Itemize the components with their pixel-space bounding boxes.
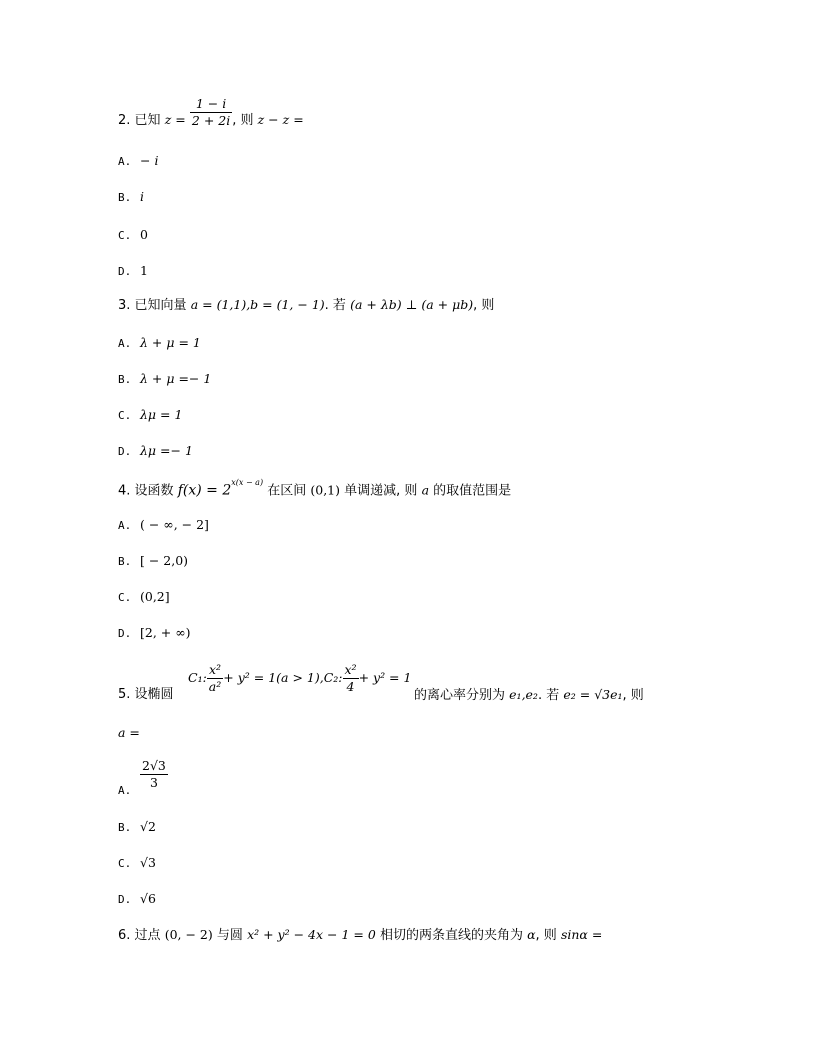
option-label: D. [118, 265, 132, 278]
question-text: 在区间 [267, 483, 307, 499]
fraction-denominator: 2 + 2i [191, 113, 231, 128]
math-expression: x² + y² − 4x − 1 = 0 [247, 927, 376, 942]
question-text: 相切的两条直线的夹角为 [379, 928, 523, 943]
question-number: 4. [118, 483, 131, 499]
option-text: √2 [140, 819, 156, 834]
option-label: D. [118, 893, 132, 906]
option-c [118, 588, 170, 607]
fraction [207, 662, 223, 695]
question-number: 2. [118, 113, 131, 128]
option-a-fraction [140, 758, 168, 791]
question-text: , 则 [622, 688, 644, 703]
option-b [118, 818, 156, 837]
option-b [118, 188, 144, 207]
option-text: 0 [140, 227, 148, 242]
question-text: , 则 [473, 298, 495, 313]
math-expression: (0, − 2) [164, 927, 213, 942]
question-text: 的离心率分别为 [414, 688, 506, 703]
option-a [118, 516, 209, 535]
math-expression: z = [164, 112, 186, 127]
question-text: . 若 [324, 298, 346, 313]
fraction-numerator: x² [207, 662, 223, 679]
math-expression: a [421, 482, 430, 498]
option-text: i [140, 189, 144, 204]
question-5-cont [414, 686, 644, 705]
question-text: , 则 [232, 113, 254, 128]
fraction [140, 758, 168, 791]
option-text: ( − ∞, − 2] [140, 517, 209, 532]
question-text: . 若 [537, 688, 560, 703]
option-label: B. [118, 555, 132, 568]
math-expression: e₂ = √3e₁ [563, 687, 623, 702]
option-c [118, 226, 148, 245]
question-text: 单调递减, 则 [344, 483, 418, 499]
option-text: λ + μ = 1 [140, 335, 201, 350]
option-c [118, 854, 156, 873]
option-text: λ + μ =− 1 [140, 371, 212, 386]
option-b [118, 370, 211, 389]
question-text: 设椭圆 [134, 687, 174, 702]
question-text: 与圆 [216, 928, 243, 943]
option-a [118, 782, 140, 800]
fraction-numerator: 1 − i [190, 96, 232, 113]
option-text: − i [140, 153, 159, 168]
fraction-denominator: a² [208, 679, 222, 694]
ellipse-expression [188, 662, 411, 695]
question-5-line2 [118, 724, 140, 743]
math-expression: α [527, 927, 536, 942]
option-a [118, 334, 201, 353]
question-6 [118, 926, 602, 945]
question-number: 6. [118, 928, 131, 943]
fraction [190, 96, 232, 129]
question-3 [118, 296, 494, 315]
option-d [118, 890, 156, 909]
math-expression: + y² = 1 [358, 670, 412, 685]
question-text: 已知 [134, 113, 161, 128]
option-label: A. [118, 337, 132, 350]
option-text: √3 [140, 855, 156, 870]
option-label: B. [118, 373, 132, 386]
fraction-denominator: 3 [149, 775, 158, 790]
fraction-numerator: x² [344, 662, 357, 677]
math-expression: sinα = [560, 927, 603, 942]
option-label: A. [118, 784, 132, 797]
option-label: A. [118, 155, 132, 168]
option-text: λμ = 1 [140, 407, 183, 422]
option-text: √6 [140, 891, 156, 906]
option-label: D. [118, 627, 132, 640]
option-label: A. [118, 519, 132, 532]
option-d [118, 442, 193, 461]
fraction [343, 662, 359, 695]
math-expression: C₁: [188, 670, 207, 685]
exponent: x(x − a) [231, 478, 264, 487]
option-b [118, 552, 188, 571]
question-number: 3. [118, 298, 131, 313]
fraction-numerator: 2√3 [142, 758, 166, 773]
option-label: B. [118, 191, 132, 204]
math-expression: f(x) = 2 [177, 482, 232, 499]
option-text: 1 [140, 263, 148, 278]
option-label: C. [118, 591, 132, 604]
option-label: C. [118, 857, 132, 870]
question-text: , 则 [535, 928, 557, 943]
math-expression: + y² = 1(a > 1),C₂: [223, 670, 343, 685]
option-c [118, 406, 182, 425]
option-d [118, 262, 148, 281]
question-text: 设函数 [134, 483, 174, 499]
math-expression: (0,1) [310, 482, 341, 498]
option-text: [2, + ∞) [140, 625, 191, 640]
math-expression: (a + λb) ⊥ (a + μb) [350, 297, 474, 312]
option-label: C. [118, 409, 132, 422]
option-d [118, 624, 191, 643]
question-4 [118, 478, 511, 500]
math-expression: e₁,e₂ [509, 687, 538, 702]
question-text: 的取值范围是 [433, 483, 512, 499]
fraction-denominator: 4 [346, 679, 355, 694]
option-text: λμ =− 1 [140, 443, 193, 458]
option-label: D. [118, 445, 132, 458]
option-a [118, 152, 158, 171]
math-expression: a = [118, 725, 140, 740]
option-label: B. [118, 821, 132, 834]
option-label: C. [118, 229, 132, 242]
question-number: 5. [118, 687, 131, 702]
option-text: (0,2] [140, 589, 170, 604]
question-text: 过点 [134, 928, 161, 943]
math-expression: a = (1,1),b = (1, − 1) [190, 297, 325, 312]
question-text: 已知向量 [134, 298, 187, 313]
question-5 [118, 686, 174, 704]
question-2 [118, 96, 304, 137]
option-text: [ − 2,0) [140, 553, 189, 568]
math-expression: z − z = [257, 112, 304, 127]
